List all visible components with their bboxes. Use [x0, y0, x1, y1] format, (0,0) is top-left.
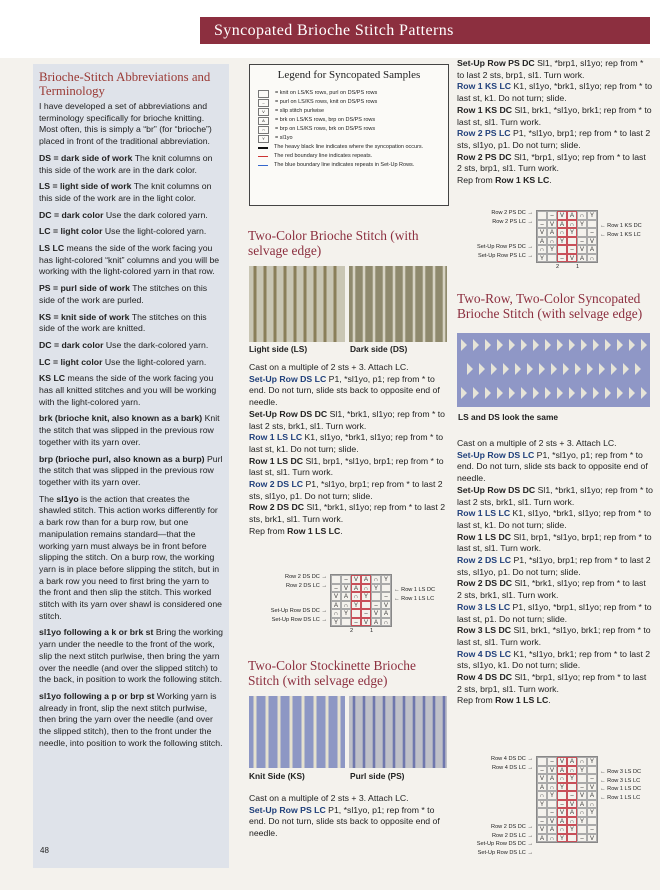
chart-cell: –: [587, 825, 597, 834]
chart-cell: A: [567, 757, 577, 766]
chart-cell: Y: [557, 237, 567, 246]
chart-cell: [577, 825, 587, 834]
chart-row-label-right: ← Row 1 LS LC: [600, 794, 641, 801]
chart-cell: V: [587, 237, 597, 246]
chart-cell: A: [587, 245, 597, 254]
chart-cell: Y: [577, 817, 587, 826]
chart-column-number: 1: [370, 628, 374, 634]
chart-row-label-left: Set-Up Row PS LC →: [477, 252, 533, 259]
chart-cell: ∩: [567, 766, 577, 775]
sl1yo-k-paragraph: sl1yo following a k or brk st Bring the working yarn under the needle to the front of the work, slip the next stitch purlwise, then bring the yarn over the needle (and over the slipped stitch) to the back, in position to work the following stitch.: [39, 627, 223, 685]
chart-cell: Y: [371, 584, 381, 593]
chart-row-label-left: Set-Up Row DS LC →: [271, 616, 327, 623]
chart-cell: V: [557, 211, 567, 220]
caption-light-side: Light side (LS): [249, 344, 308, 354]
instruction-row: Row 2 PS LC P1, *sl1yo, brp1; rep from * to last 2 sts, sl1yo, p1. Do not turn; slide.: [457, 128, 651, 150]
chart-cell: [577, 228, 587, 237]
chart-cell: A: [537, 237, 547, 246]
chart-row-label-left: Set-Up Row DS DC →: [476, 841, 533, 847]
repeat-line: Rep from Row 1 LS LC.: [249, 525, 343, 536]
sl1yo-p-paragraph: sl1yo following a p or brp st Working yarn is already in front, slip the next stitch purlwise, then bring the yarn over the needle (and over the slipped stitch), then to the front under the needle, into position to work the following stitch.: [39, 690, 223, 748]
chart-cell: [547, 800, 557, 809]
chart-cell: [587, 766, 597, 775]
chart-cell: –: [587, 774, 597, 783]
legend-title: Legend for Syncopated Samples: [277, 69, 421, 81]
chart-cell: V: [547, 766, 557, 775]
chart-cell: A: [537, 783, 547, 792]
chart-cell: Y: [557, 834, 567, 843]
chart-cell: A: [381, 609, 391, 618]
chart-cell: [537, 808, 547, 817]
legend-item: A = brk on LS/KS rows, brp on DS/PS rows: [258, 116, 440, 125]
chart-cell: ∩: [577, 211, 587, 220]
chart-cell: V: [577, 791, 587, 800]
chart-row-label-right: ← Row 1 KS LC: [600, 231, 641, 238]
chart-cell: ∩: [331, 609, 341, 618]
chart-cell: V: [567, 254, 577, 263]
stitch-symbol: V: [258, 108, 269, 116]
chart-cell: [547, 254, 557, 263]
chart-cell: A: [557, 220, 567, 229]
chart-cell: [361, 601, 371, 610]
chart-cell: ∩: [557, 774, 567, 783]
chart-cell: ∩: [351, 592, 361, 601]
boundary-line-swatch: [258, 147, 268, 149]
chart-cell: Y: [587, 757, 597, 766]
chart-cell: [567, 834, 577, 843]
chart-cell: ∩: [361, 584, 371, 593]
legend-box: [249, 64, 449, 206]
chart-row-label-left: Set-Up Row DS LC →: [477, 849, 533, 856]
legend-item: The blue boundary line indicates repeats in Set-Up Rows.: [258, 161, 440, 170]
chart-cell: A: [537, 834, 547, 843]
instruction-row: Set-Up Row DS LC P1, *sl1yo, p1; rep from * to end. Do not turn, slide sts back to opposite end of needle.: [457, 449, 648, 484]
chart-cell: V: [557, 757, 567, 766]
term-definition: brp (brioche purl, also known as a burp) Purl the stitch that was slipped in the previous row together with its yarn over.: [39, 453, 223, 487]
chart-cell: Y: [547, 791, 557, 800]
repeat-line: Rep from Row 1 KS LC.: [457, 175, 552, 186]
chart-cell: Y: [577, 766, 587, 775]
chart-cell: ∩: [547, 237, 557, 246]
chart-cell: –: [381, 592, 391, 601]
sidebar-title: Brioche-Stitch Abbreviations and Terminology: [39, 70, 211, 98]
term-definition: LC = light color Use the light-colored yarn.: [39, 226, 207, 237]
chart-cell: ∩: [547, 783, 557, 792]
chart-cell: [537, 757, 547, 766]
chart-cell: [371, 592, 381, 601]
chart-row-label-left: Row 2 DS DC →: [491, 824, 533, 830]
chart-cell: Y: [331, 618, 341, 627]
boundary-line-swatch: [258, 165, 268, 166]
chart-cell: A: [371, 618, 381, 627]
chart-cell: V: [537, 825, 547, 834]
chart-cell: –: [547, 757, 557, 766]
instruction-row: Set-Up Row DS DC Sl1, *brk1, sl1yo; rep from * to last 2 sts, brk1, sl1. Turn work.: [457, 484, 654, 507]
instruction-row: Row 1 LS LC K1, sl1yo, *brk1, sl1yo; rep from * to last st, k1. Do not turn; slide.: [249, 432, 444, 454]
chart-cell: V: [567, 800, 577, 809]
chart-cell: [537, 211, 547, 220]
caption-syncopated: LS and DS look the same: [458, 412, 559, 422]
chart-column-number: 2: [350, 628, 354, 634]
instruction-row: Row 4 DS LC K1, *sl1yo, brk1; rep from * to last 2 sts, sl1yo, k1. Do not turn; slide.: [457, 648, 651, 671]
stitch-symbol: –: [258, 99, 269, 107]
chart-cell: –: [547, 808, 557, 817]
legend-item: Y = sl1yo: [258, 134, 440, 143]
chart-cell: –: [351, 618, 361, 627]
chart-cell: ∩: [341, 601, 351, 610]
chart-cell: ∩: [557, 825, 567, 834]
chart-cell: –: [557, 800, 567, 809]
chart-cell: Y: [587, 808, 597, 817]
chart-row-label-right: ← Row 1 LS LC: [394, 595, 435, 602]
chart-cell: ∩: [587, 800, 597, 809]
chart-column-number: 1: [576, 264, 580, 270]
chart-row-label-left: Row 4 DS LC →: [491, 764, 533, 771]
swatch-light-side: [249, 266, 345, 342]
chart-row-label-left: Row 4 DS DC →: [491, 756, 533, 762]
instruction-row: Set-Up Row PS DC Sl1, *brp1, sl1yo; rep from * to last 2 sts, brp1, sl1. Turn work.: [457, 58, 644, 80]
stitch-grid: [330, 574, 392, 627]
chart-cell: A: [547, 774, 557, 783]
instruction-row: Row 2 DS LC P1, *sl1yo, brp1; rep from * to last 2 sts, sl1yo, p1. Do not turn; slide.: [249, 479, 443, 501]
chart-cell: Y: [381, 575, 391, 584]
chart-row-label-right: ← Row 1 LS DC: [600, 786, 642, 792]
chart-cell: Y: [567, 228, 577, 237]
chart-row-label-left: Set-Up Row PS DC →: [477, 244, 533, 250]
caption-dark-side: Dark side (DS): [350, 344, 408, 354]
stitch-grid: [536, 756, 598, 843]
page-number: 48: [40, 846, 49, 855]
instruction-row: Row 2 DS DC Sl1, *brk1, sl1yo; rep from * to last 2 sts, brk1, sl1. Turn work.: [249, 502, 446, 525]
chart-cell: Y: [351, 601, 361, 610]
chart-cell: [331, 575, 341, 584]
chart-two-color-brioche: [252, 572, 447, 644]
chart-row-label-left: Row 2 DS DC →: [285, 574, 327, 580]
chart-cell: ∩: [537, 791, 547, 800]
chart-cell: –: [361, 609, 371, 618]
chart-cell: V: [557, 808, 567, 817]
stitch-symbol: Y: [258, 135, 269, 143]
chart-cell: –: [547, 211, 557, 220]
chart-cell: –: [567, 245, 577, 254]
chart-cell: A: [567, 808, 577, 817]
chart-cell: [577, 774, 587, 783]
cast-on-text: Cast on a multiple of 2 sts + 3. Attach LC.: [249, 793, 409, 803]
swatch-dark-side: [349, 266, 447, 342]
chart-cell: V: [537, 228, 547, 237]
term-definition: KS = knit side of work The stitches on this side of the work are knitted.: [39, 311, 207, 334]
chart-cell: ∩: [547, 834, 557, 843]
chart-cell: V: [361, 618, 371, 627]
instruction-row: Row 3 LS DC Sl1, brk1, *sl1yo, brk1; rep from * to last st, sl1. Turn work.: [457, 625, 651, 647]
legend-items: [258, 89, 440, 170]
chart-cell: ∩: [557, 228, 567, 237]
instruction-row: Row 2 PS DC Sl1, *brp1, sl1yo; rep from * to last 2 sts, brp1, sl1. Turn work.: [457, 151, 646, 174]
chart-syncopated: [458, 754, 656, 856]
chart-cell: [557, 245, 567, 254]
legend-item: The red boundary line indicates repeats.: [258, 152, 440, 161]
repeat-line: Rep from Row 1 LS LC.: [457, 695, 551, 706]
chart-cell: V: [331, 592, 341, 601]
term-definition: PS = purl side of work The stitches on this side of the work are purled.: [39, 283, 208, 305]
chart-row-label-left: Row 2 PS LC →: [492, 218, 533, 225]
instruction-row: Row 1 LS DC Sl1, brp1, *sl1yo, brp1; rep from * to last st, sl1. Turn work.: [249, 455, 444, 478]
chart-cell: [341, 618, 351, 627]
chart-cell: V: [577, 245, 587, 254]
chart-cell: ∩: [567, 220, 577, 229]
instruction-row: Row 1 LS DC Sl1, brp1, *sl1yo, brp1; rep from * to last st, sl1. Turn work.: [457, 531, 652, 554]
chart-cell: A: [547, 228, 557, 237]
instruction-row: Row 2 DS DC Sl1, *brk1, sl1yo; rep from * to last 2 sts, brk1, sl1. Turn work.: [457, 578, 646, 601]
chart-cell: A: [351, 584, 361, 593]
chart-cell: A: [557, 817, 567, 826]
chart-cell: [567, 237, 577, 246]
chart-cell: Y: [567, 774, 577, 783]
term-definition: DC = dark color Use the dark-colored yarn.: [39, 339, 209, 350]
chart-cell: A: [341, 592, 351, 601]
stitch-symbol: A: [258, 117, 269, 125]
chart-cell: –: [557, 254, 567, 263]
chart-cell: V: [341, 584, 351, 593]
cast-on-text: Cast on a multiple of 2 sts + 3. Attach LC.: [457, 438, 617, 448]
chart-cell: A: [361, 575, 371, 584]
chart-cell: [587, 220, 597, 229]
instruction-row: Row 2 DS LC P1, *sl1yo, brp1; rep from * to last 2 sts, sl1yo, p1. Do not turn; slide.: [457, 555, 651, 577]
chart-row-label-right: ← Row 3 LS DC: [600, 769, 642, 775]
chart-cell: A: [547, 825, 557, 834]
two-color-brioche-instructions: [249, 362, 447, 538]
term-definition: brk (brioche knit, also known as a bark) Knit the stitch that was slipped in the previous row together with its yarn over.: [39, 413, 220, 447]
chart-cell: V: [547, 817, 557, 826]
chart-cell: ∩: [537, 245, 547, 254]
chart-cell: [351, 609, 361, 618]
stockinette-brioche-instructions-start: [249, 793, 447, 840]
legend-item: – = purl on LS/KS rows, knit on DS/PS rows: [258, 98, 440, 107]
term-definition: LC = light color Use the light-colored yarn.: [39, 356, 207, 367]
caption-purl-side: Purl side (PS): [350, 771, 405, 781]
instruction-row: Row 1 KS DC Sl1, brk1, *sl1yo, brk1; rep from * to last st, sl1. Turn work.: [457, 104, 652, 127]
chart-cell: A: [557, 766, 567, 775]
legend-item: The heavy black line indicates where the syncopation occurs.: [258, 143, 440, 152]
chart-cell: A: [577, 800, 587, 809]
term-definition: LS LC means the side of the work facing you has light-colored “knit” columns and you will be working with the light-colored yarn in that row.: [39, 243, 220, 277]
chart-cell: Y: [547, 245, 557, 254]
stitch-grid: [536, 210, 598, 263]
chart-cell: –: [537, 817, 547, 826]
chart-cell: –: [577, 783, 587, 792]
chart-cell: V: [381, 601, 391, 610]
terms-list: [39, 153, 223, 489]
chart-cell: [587, 817, 597, 826]
instruction-row: Set-Up Row DS LC P1, *sl1yo, p1; rep from * to end. Do not turn, slide sts back to opposite end of needle.: [249, 373, 440, 408]
chart-cell: V: [587, 783, 597, 792]
stitch-symbol: [258, 90, 269, 98]
chart-cell: –: [341, 575, 351, 584]
chart-row-label-left: Row 2 DS LC →: [285, 582, 327, 589]
chart-cell: A: [567, 211, 577, 220]
chart-stockinette-brioche: [458, 208, 656, 280]
chart-cell: –: [537, 766, 547, 775]
term-definition: KS LC means the side of the work facing you has all knitted stitches and you will be working with the light-colored yarn.: [39, 373, 217, 407]
instruction-row: Set-Up Row PS LC P1, *sl1yo, p1; rep from * to end. Do not turn, slide sts back to opposite end of needle.: [249, 804, 440, 839]
chart-cell: A: [587, 791, 597, 800]
chart-column-number: 2: [556, 264, 560, 270]
chart-cell: ∩: [577, 808, 587, 817]
chart-row-label-right: ← Row 1 KS DC: [600, 223, 642, 229]
sidebar-intro: I have developed a set of abbreviations and terminology specifically for brioche knitting. Most often, this is simply a “br” (for “brioche”) placed in front of the traditional abbreviation.: [39, 101, 212, 147]
legend-item: = knit on LS/KS rows, purl on DS/PS rows: [258, 89, 440, 98]
instruction-row: Row 1 KS LC K1, sl1yo, *brk1, sl1yo; rep from * to last st, k1. Do not turn; slide.: [457, 81, 653, 104]
legend-item: ∩ = brp on LS/KS rows, brk on DS/PS rows: [258, 125, 440, 134]
cast-on-text: Cast on a multiple of 2 sts + 3. Attach LC.: [249, 362, 409, 372]
chart-cell: –: [587, 228, 597, 237]
chart-cell: [567, 783, 577, 792]
chart-cell: Y: [587, 211, 597, 220]
chart-cell: ∩: [381, 618, 391, 627]
legend-item: V = slip stitch purlwise: [258, 107, 440, 116]
term-definition: LS = light side of work The knit columns on this side of the work are in the light color.: [39, 181, 212, 203]
chart-cell: [557, 791, 567, 800]
chart-cell: ∩: [567, 817, 577, 826]
swatch-purl-side: [349, 696, 447, 768]
section-title-two-color-brioche: Two-Color Brioche Stitch (with selvage edge): [248, 228, 419, 258]
chart-cell: –: [577, 237, 587, 246]
chart-cell: ∩: [371, 575, 381, 584]
section-title-stockinette-brioche: Two-Color Stockinette Brioche Stitch (with selvage edge): [248, 658, 416, 688]
term-definition: DS = dark side of work The knit columns on this side of the work are in the dark color.: [39, 152, 213, 175]
chart-cell: Y: [341, 609, 351, 618]
section-title-two-row-syncopated: Two-Row, Two-Color Syncopated Brioche Stitch (with selvage edge): [457, 291, 643, 321]
syncopated-instructions: [457, 438, 653, 707]
term-definition: DC = dark color Use the dark colored yarn.: [39, 209, 208, 220]
caption-knit-side: Knit Side (KS): [249, 771, 305, 781]
instruction-row: Row 3 LS LC P1, sl1yo, *brp1, sl1yo; rep from * to last st, p1. Do not turn; slide.: [457, 601, 652, 624]
chart-cell: V: [547, 220, 557, 229]
stitch-symbol: ∩: [258, 126, 269, 134]
chart-cell: Y: [557, 783, 567, 792]
chart-cell: A: [331, 601, 341, 610]
sl1yo-paragraph: The sl1yo is the action that creates the shawled stitch. This action works differently for a bark row than for a burp row, but one manipulation remains standard—that the working yarn must always be in front before slipping the stitch. On a burp row, the working yarn is in place before slipping the stitch, but in a bark row you need to first bring the yarn to the front and then slip the stitch. This worked stitch with its yarn over shawl is considered one stitch.: [39, 493, 223, 621]
chart-cell: Y: [537, 800, 547, 809]
chart-row-label-left: Row 2 DS LC →: [491, 832, 533, 839]
chart-cell: ∩: [577, 757, 587, 766]
chart-cell: –: [371, 601, 381, 610]
chart-cell: –: [567, 791, 577, 800]
chart-cell: [381, 584, 391, 593]
chart-cell: ∩: [587, 254, 597, 263]
chart-cell: V: [537, 774, 547, 783]
chart-cell: V: [587, 834, 597, 843]
chart-row-label-left: Row 2 PS DC →: [491, 210, 533, 216]
instruction-row: Set-Up Row DS DC Sl1, *brk1, sl1yo; rep from * to last 2 sts, brk1, sl1. Turn work.: [249, 408, 446, 431]
chart-cell: V: [351, 575, 361, 584]
chart-cell: Y: [537, 254, 547, 263]
chart-cell: Y: [567, 825, 577, 834]
swatch-knit-side: [249, 696, 345, 768]
chart-cell: A: [577, 254, 587, 263]
stockinette-brioche-instructions-cont: [457, 58, 653, 187]
chart-cell: V: [371, 609, 381, 618]
instruction-row: Row 1 LS LC K1, sl1yo, *brk1, sl1yo; rep from * to last st, k1. Do not turn; slide.: [457, 508, 652, 530]
instruction-row: Row 4 DS DC Sl1, *brp1, sl1yo; rep from * to last 2 sts, brp1, sl1. Turn work.: [457, 672, 647, 694]
boundary-line-swatch: [258, 156, 268, 157]
chart-cell: –: [537, 220, 547, 229]
swatch-syncopated: [457, 333, 650, 407]
chart-row-label-right: ← Row 3 LS LC: [600, 777, 641, 784]
chart-cell: –: [577, 834, 587, 843]
chart-cell: –: [331, 584, 341, 593]
page-title: Syncopated Brioche Stitch Patterns: [200, 17, 650, 44]
chart-cell: Y: [577, 220, 587, 229]
chart-cell: Y: [361, 592, 371, 601]
chart-row-label-left: Set-Up Row DS DC →: [270, 608, 327, 614]
abbreviations-sidebar: [33, 64, 229, 868]
chart-row-label-right: ← Row 1 LS DC: [394, 587, 436, 593]
